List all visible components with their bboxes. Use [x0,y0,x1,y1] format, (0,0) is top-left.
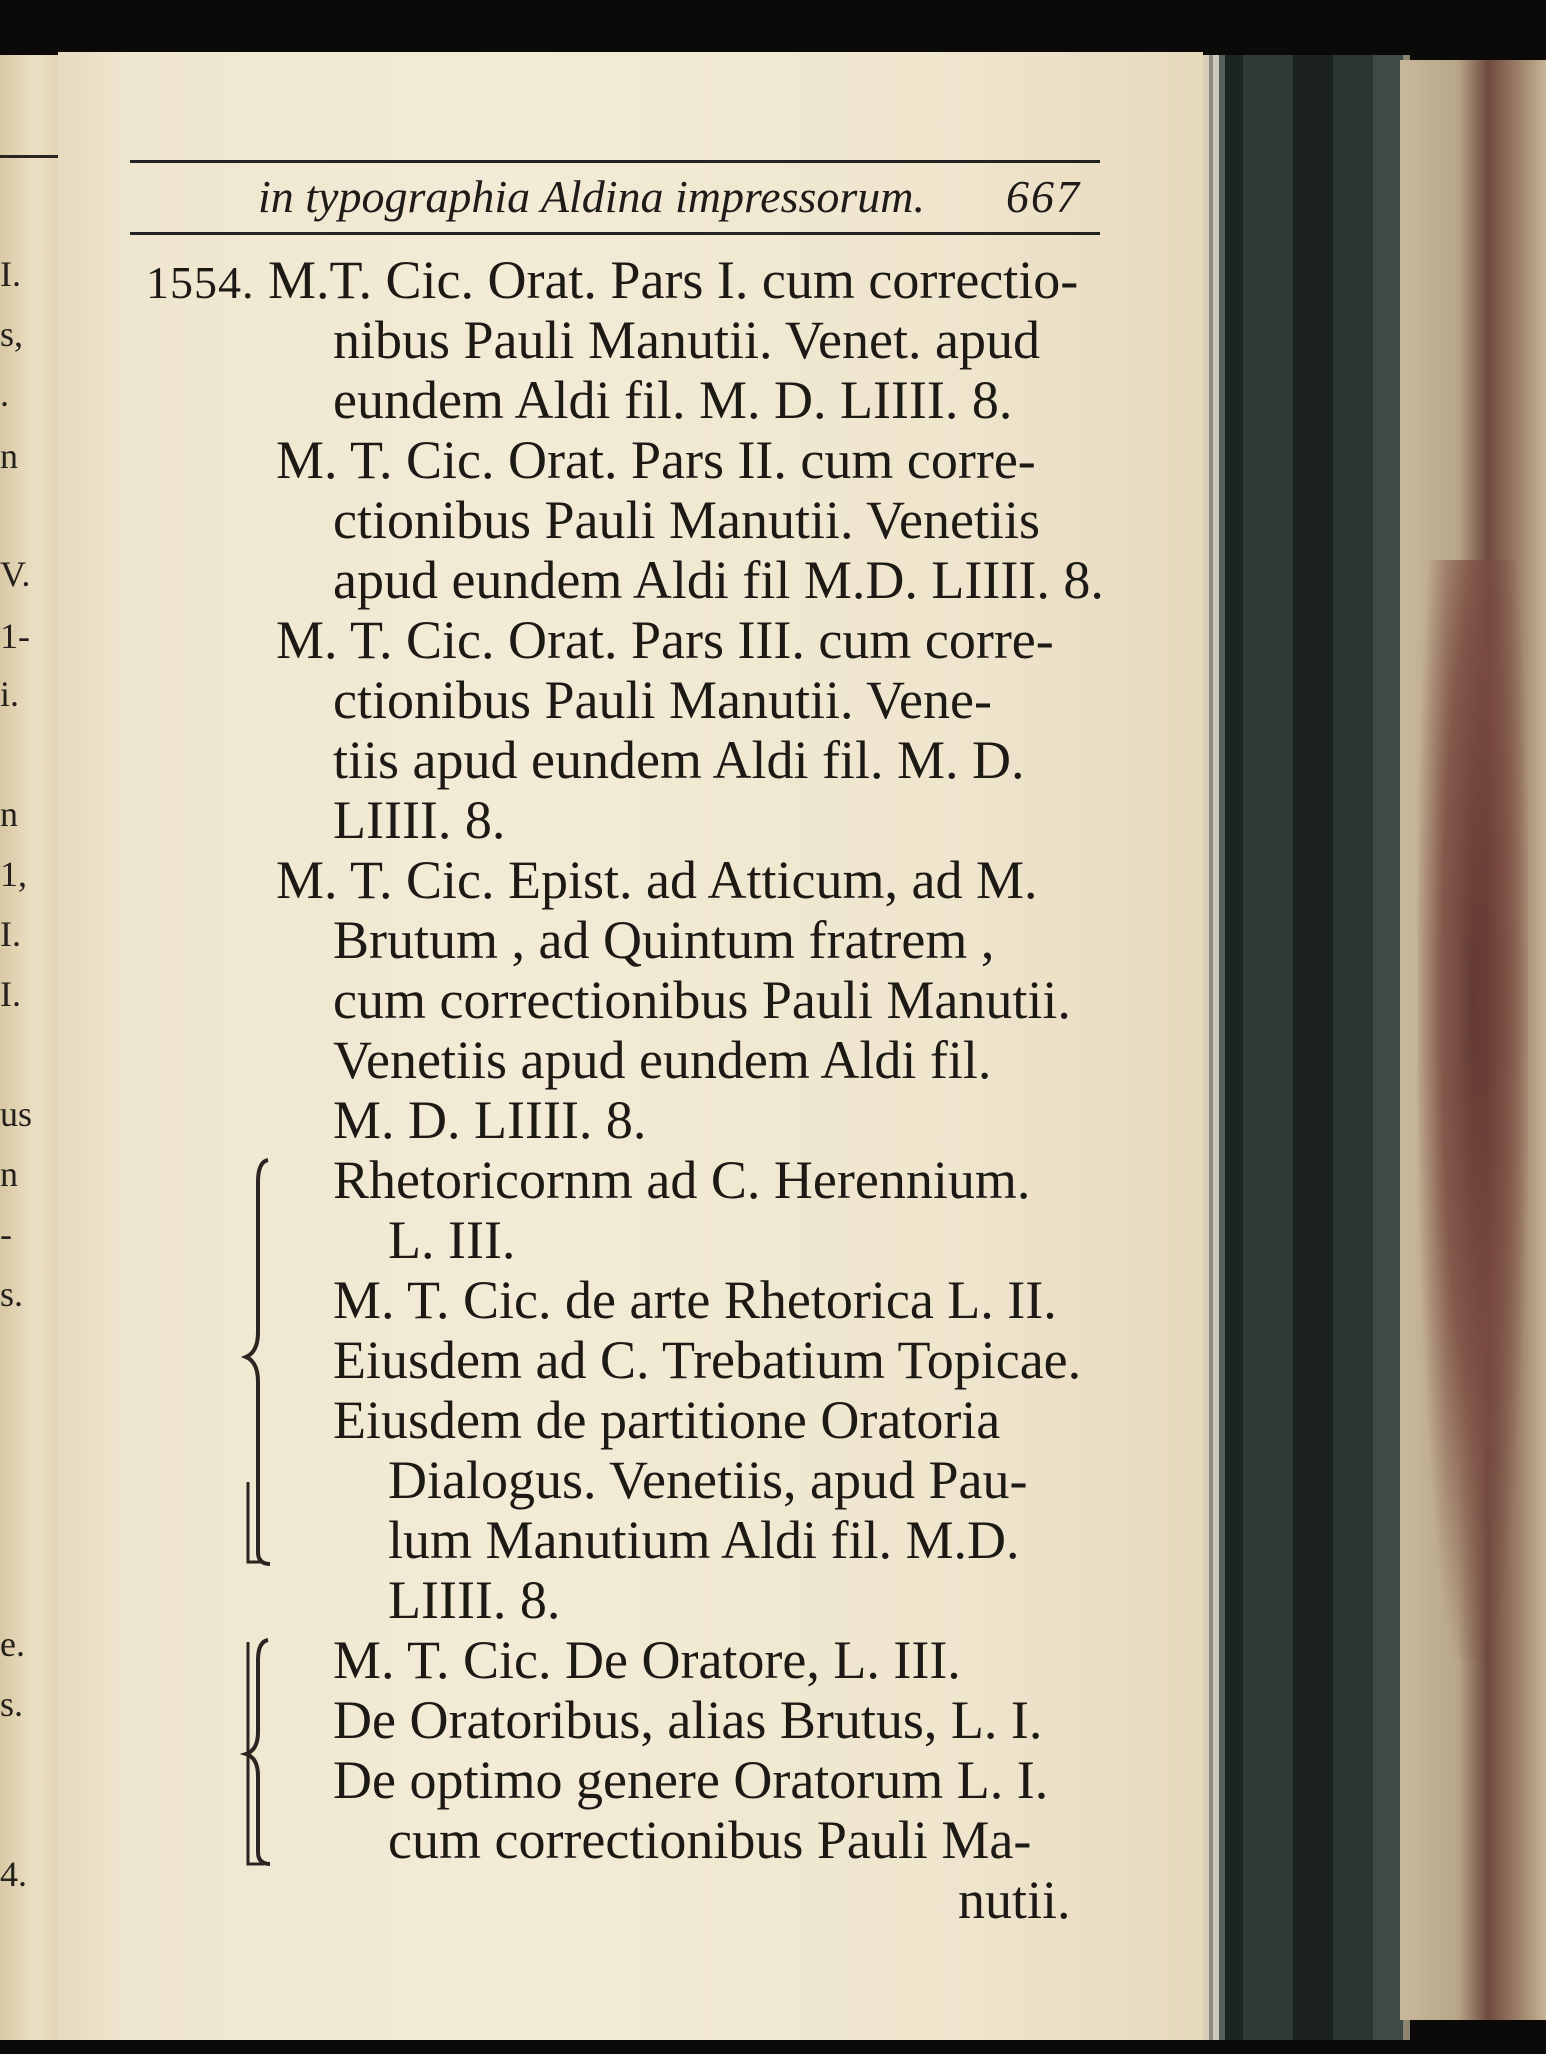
catalogue-line: lum Manutium Aldi fil. M.D. [388,1510,1020,1570]
catalogue-line: L. III. [388,1210,516,1270]
catalogue-line: M. T. Cic. de arte Rhetorica L. II. [333,1270,1057,1330]
previous-page-rule [0,155,58,158]
catalogue-line: LIIII. 8. [388,1570,561,1630]
catalogue-line: cum correctionibus Pauli Manutii. [333,970,1071,1030]
left-fragment: 4. [0,1854,27,1894]
left-fragment: 1- [0,616,30,656]
left-fragment: n [0,1154,18,1194]
entry-text: M.T. Cic. Orat. Pars I. cum correctio- [268,250,1079,310]
catalogue-line: eundem Aldi fil. M. D. LIIII. 8. [333,370,1013,430]
page-number: 667 [1006,171,1081,222]
left-fragment: - [0,1214,12,1254]
catalogue-line: M. T. Cic. Epist. ad Atticum, ad M. [276,850,1038,910]
left-fragment: I. [0,254,21,294]
left-fragment: V. [0,554,31,594]
catalogue-line: Eiusdem de partitione Oratoria [333,1390,1001,1450]
catalogue-line: M. D. LIIII. 8. [333,1090,647,1150]
catalogue-line: ctionibus Pauli Manutii. Vene- [333,670,992,730]
catalogue-line: M. T. Cic. De Oratore, L. III. [333,1630,961,1690]
catalogue-line: LIIII. 8. [333,790,506,850]
brace-group-one [218,1152,278,1572]
entry-year: 1554. [146,257,255,308]
book-page [58,52,1203,2040]
catalogue-line: tiis apud eundem Aldi fil. M. D. [333,730,1025,790]
page-edges [1203,55,1410,2040]
header-rule-top [130,160,1100,163]
catalogue-line: M. T. Cic. Orat. Pars II. cum corre- [276,430,1036,490]
left-fragment: s. [0,1274,24,1314]
catalogue-line: Dialogus. Venetiis, apud Pau- [388,1450,1028,1510]
left-fragment: . [0,374,9,414]
left-fragment: i. [0,674,20,714]
cover-stain [1418,560,1528,1660]
header-rule-bottom [130,232,1100,235]
catalogue-line: M. T. Cic. Orat. Pars III. cum corre- [276,610,1054,670]
catalogue-line: Rhetoricornm ad C. Herennium. [333,1150,1031,1210]
left-fragment: e. [0,1624,25,1664]
catalogue-line: De optimo genere Oratorum L. I. [333,1750,1049,1810]
catalogue-line: apud eundem Aldi fil M.D. LIIII. 8. [333,550,1104,610]
left-fragment: s, [0,314,24,354]
left-fragment: s. [0,1684,24,1724]
catalogue-line: ctionibus Pauli Manutii. Venetiis [333,490,1040,550]
left-fragment: n [0,436,18,476]
catalogue-line: nutii. [958,1870,1071,1930]
catalogue-line: cum correctionibus Pauli Ma- [388,1810,1032,1870]
brace-group-two [218,1632,278,1872]
left-fragment: 1, [0,854,27,894]
left-fragment: I. [0,974,21,1014]
catalogue-line [146,250,1078,313]
left-fragment: us [0,1094,33,1134]
catalogue-line: nibus Pauli Manutii. Venet. apud [333,310,1040,370]
running-title: in typographia Aldina impressorum. [258,171,926,222]
catalogue-line: Venetiis apud eundem Aldi fil. [333,1030,992,1090]
catalogue-line: Brutum , ad Quintum fratrem , [333,910,995,970]
left-fragment: I. [0,914,21,954]
catalogue-line: Eiusdem ad C. Trebatium Topicae. [333,1330,1082,1390]
left-fragment: n [0,794,18,834]
previous-page-edge [0,55,58,2040]
catalogue-line: De Oratoribus, alias Brutus, L. I. [333,1690,1043,1750]
